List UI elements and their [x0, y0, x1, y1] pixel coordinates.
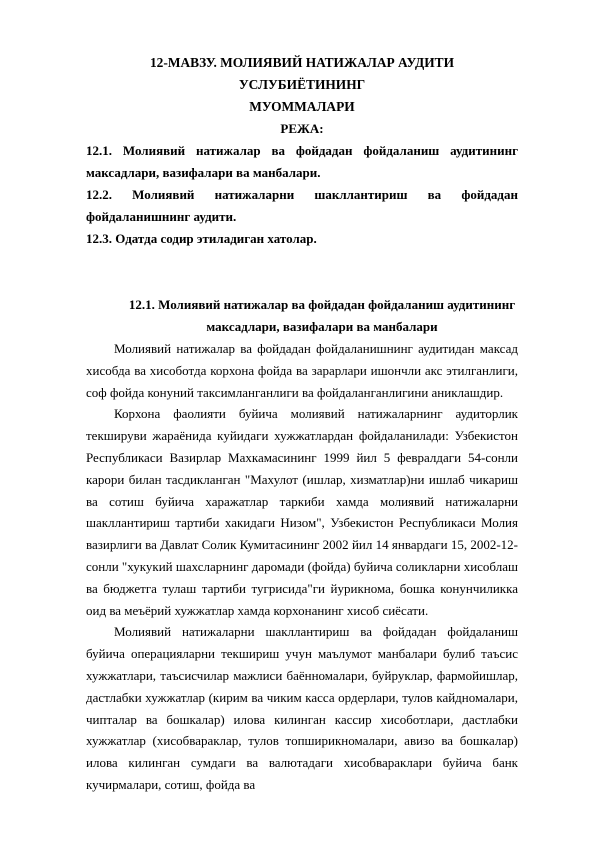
- body-paragraph-3: Молиявий натижаларни шакллантириш ва фойдадан фойдаланиш буйича операцияларни текшириш учун маълумот манбалари булиб таъсис хужжатлари, таъсисчилар мажлиси баённомалари, буйруклар, фармойишлар, дастлабки хужжатлар (кирим ва чиким касса ордерлари, тулов кайдномалари, чипталар ва бошкалар) илова килинган кассир хисоботлари, дастлабки хужжатлар (хисобвараклар, тулов топширикномалари, авизо ва бошкалар) илова килинган сумдаги ва валютадаги хисобвараклари буйича банк кучирмалари, сотиш, фойда ва: [86, 624, 518, 792]
- plan-item-2: 12.2. Молиявий натижаларни шакллантириш ва фойдадан фойдаланишнинг аудити.: [86, 187, 518, 224]
- document-title-line2: МУОММАЛАРИ: [249, 99, 355, 114]
- body-paragraph-1: Молиявий натижалар ва фойдадан фойдаланишнинг аудитидан максад хисобда ва хисоботда корхона фойда ва зарарлари ишончли акс этилганлиги, соф фойда конуний таксимланганлиги ва фойдаланганлигини аниклашдир.: [86, 341, 518, 400]
- section-heading-line2: максадлари, вазифалари ва манбалари: [206, 319, 438, 334]
- document-title-line1: 12-МАВЗУ. МОЛИЯВИЙ НАТИЖАЛАР АУДИТИ УСЛУБИЁТИНИНГ: [149, 55, 454, 92]
- section-spacer: [86, 250, 518, 294]
- section-heading-line1: 12.1. Молиявий натижалар ва фойдадан фойдаланиш аудитининг: [128, 297, 516, 312]
- plan-item-3: 12.3. Одатда содир этиладиган хатолар.: [86, 231, 317, 246]
- body-paragraph-2: Корхона фаолияти буйича молиявий натижаларнинг аудиторлик текшируви жараёнида куйидаги хужжатлардан фойдаланилади: Узбекистон Республикаси Вазирлар Махкамасининг 1999 йил 5 февралдаги 54-сонли карори билан тасдикланган "Махулот (ишлар, хизматлар)ни ишлаб чикариш ва сотиш буйича харажатлар таркиби хамда молиявий натижаларни шакллантириш тартиби хакидаги Низом", Узбекистон Республикаси Молия вазирлиги ва Давлат Солик Кумитасининг 2002 йил 14 январдаги 15, 2002-12-сонли "хукукий шахсларнинг даромади (фойда) буйича соликларни хисоблаш ва бюджетга тулаш тартиби тугрисида"ги йурикнома, бошка конунчиликка оид ва меъёрий хужжатлар хамда корхонанинг хисоб сиёсати.: [86, 406, 518, 618]
- plan-item-1: 12.1. Молиявий натижалар ва фойдадан фойдаланиш аудитининг максадлари, вазифалари ва манбалари.: [86, 143, 518, 180]
- plan-heading: РЕЖА:: [280, 121, 324, 136]
